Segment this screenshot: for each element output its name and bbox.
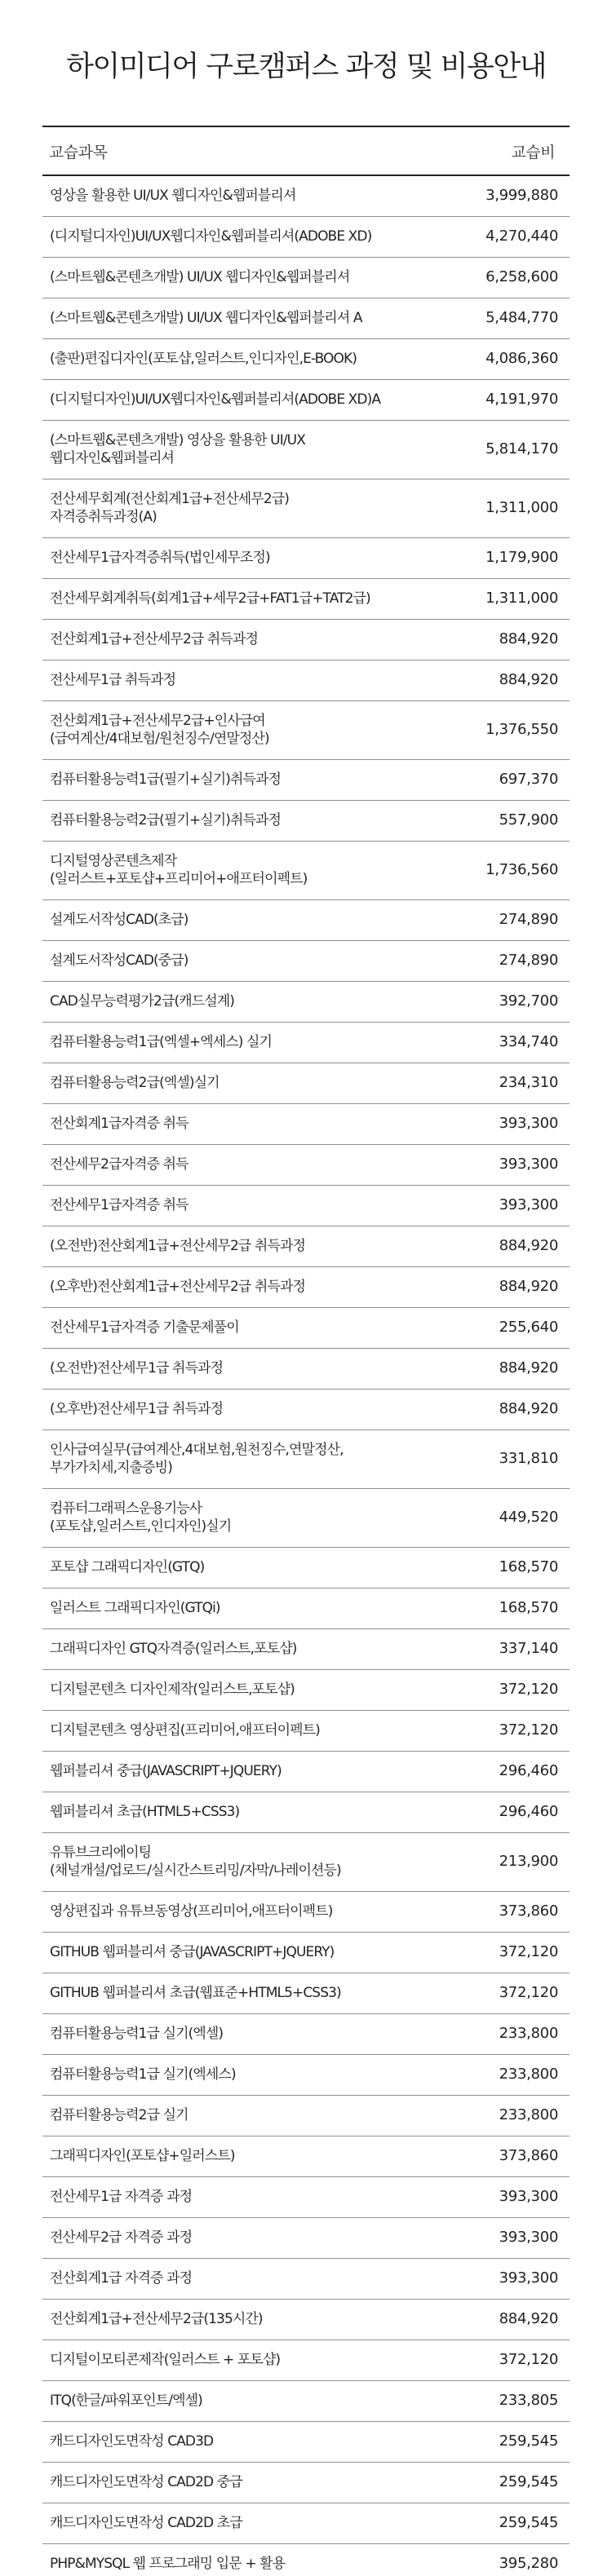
course-name-cell: ITQ(한글/파워포인트/엑셀) [42,2380,450,2421]
course-name-cell: 컴퓨터활용능력2급 실기 [42,2095,450,2136]
table-row [42,1185,570,1226]
course-name-cell: GITHUB 웹퍼블리셔 중급(JAVASCRIPT+JQUERY) [42,1932,450,1973]
course-name-cell: (스마트웹&콘텐츠개발) UI/UX 웹디자인&웹퍼블리셔 [42,257,450,298]
table-row [42,1063,570,1103]
table-row [42,700,570,759]
table-row [42,981,570,1022]
course-price-cell: 296,460 [450,1751,570,1792]
course-name-cell: 전산세무1급자격증 취득 [42,1185,450,1226]
course-name-cell: 캐드디자인도면작성 CAD2D 초급 [42,2503,450,2543]
table-row [42,2421,570,2462]
table-row [42,2543,570,2576]
course-name-cell: GITHUB 웹퍼블리셔 초급(웹표준+HTML5+CSS3) [42,1973,450,2013]
course-price-cell: 393,300 [450,2258,570,2299]
course-name-cell: (출판)편집디자인(포토샵,일러스트,인디자인,E-BOOK) [42,338,450,379]
course-price-cell: 1,736,560 [450,841,570,899]
course-name-cell: 웹퍼블리셔 중급(JAVASCRIPT+JQUERY) [42,1751,450,1792]
table-row [42,379,570,420]
course-price-cell: 5,814,170 [450,420,570,479]
table-row [42,2258,570,2299]
course-price-cell: 1,311,000 [450,479,570,537]
course-name-cell: 전산세무회계취득(회계1급+세무2급+FAT1급+TAT2급) [42,578,450,619]
course-price-cell: 393,300 [450,1144,570,1185]
course-price-cell: 884,920 [450,1226,570,1266]
course-name-cell: PHP&MYSQL 웹 프로그래밍 입문 + 활용 [42,2543,450,2576]
course-name-cell: 그래픽디자인 GTQ자격증(일러스트,포토샵) [42,1628,450,1669]
course-price-cell: 233,800 [450,2095,570,2136]
course-name-cell: 디지털영상콘텐츠제작 (일러스트+포토샵+프리미어+애프터이펙트) [42,841,450,899]
table-row [42,2013,570,2054]
course-name-cell: 전산세무회계(전산회계1급+전산세무2급) 자격증취득과정(A) [42,479,450,537]
course-price-cell: 4,270,440 [450,216,570,257]
course-price-cell: 4,191,970 [450,379,570,420]
table-row [42,1792,570,1832]
table-row [42,2340,570,2380]
course-price-cell: 393,300 [450,2176,570,2217]
course-price-cell: 259,545 [450,2462,570,2503]
course-name-cell: 설계도서작성CAD(초급) [42,899,450,940]
table-row [42,1226,570,1266]
course-price-cell: 1,311,000 [450,578,570,619]
course-price-cell: 392,700 [450,981,570,1022]
table-row [42,1307,570,1348]
table-header [42,126,570,175]
course-price-cell: 884,920 [450,1266,570,1307]
table-row [42,841,570,899]
course-name-cell: 컴퓨터그래픽스운용기능사 (포토샵,일러스트,인디자인)실기 [42,1488,450,1547]
table-row [42,420,570,479]
table-body [42,175,570,2576]
course-name-cell: 컴퓨터활용능력2급(엑셀)실기 [42,1063,450,1103]
course-price-cell: 884,920 [450,1348,570,1389]
table-row [42,2299,570,2340]
course-price-cell: 233,800 [450,2013,570,2054]
course-price-cell: 168,570 [450,1588,570,1628]
table-row [42,1891,570,1932]
course-price-cell: 373,860 [450,2136,570,2176]
table-row [42,660,570,700]
course-name-cell: 디지털콘텐츠 영상편집(프리미어,애프터이펙트) [42,1710,450,1751]
table-row [42,2217,570,2258]
table-row [42,1973,570,2013]
course-name-cell: 컴퓨터활용능력1급(필기+실기)취득과정 [42,759,450,800]
table-row [42,1932,570,1973]
table-row [42,2462,570,2503]
course-name-cell: 영상을 활용한 UI/UX 웹디자인&웹퍼블리셔 [42,175,450,216]
course-name-cell: (스마트웹&콘텐츠개발) 영상을 활용한 UI/UX 웹디자인&웹퍼블리셔 [42,420,450,479]
course-price-cell: 449,520 [450,1488,570,1547]
course-name-cell: (스마트웹&콘텐츠개발) UI/UX 웹디자인&웹퍼블리셔 A [42,298,450,338]
course-name-cell: 인사급여실무(급여계산,4대보험,원천징수,연말정산, 부가가치세,지출증빙) [42,1429,450,1488]
table-row [42,2380,570,2421]
table-row [42,175,570,216]
table-row [42,1588,570,1628]
course-price-cell: 372,120 [450,2340,570,2380]
course-price-cell: 6,258,600 [450,257,570,298]
table-row [42,479,570,537]
course-name-cell: 일러스트 그래픽디자인(GTQi) [42,1588,450,1628]
table-row [42,1547,570,1588]
course-price-cell: 337,140 [450,1628,570,1669]
course-price-cell: 234,310 [450,1063,570,1103]
table-row [42,1751,570,1792]
course-name-cell: 전산세무1급 자격증 과정 [42,2176,450,2217]
course-price-cell: 697,370 [450,759,570,800]
table-row [42,1710,570,1751]
course-price-cell: 884,920 [450,619,570,660]
course-price-cell: 274,890 [450,899,570,940]
course-name-cell: 디지털콘텐츠 디자인제작(일러스트,포토샵) [42,1669,450,1710]
table-row [42,899,570,940]
course-name-cell: 전산세무2급자격증 취득 [42,1144,450,1185]
table-row [42,1266,570,1307]
course-price-cell: 3,999,880 [450,175,570,216]
course-price-cell: 5,484,770 [450,298,570,338]
table-row [42,1832,570,1891]
course-price-cell: 372,120 [450,1669,570,1710]
table-row [42,1022,570,1063]
table-row [42,759,570,800]
course-name-cell: (오전반)전산세무1급 취득과정 [42,1348,450,1389]
table-row [42,1429,570,1488]
course-price-cell: 274,890 [450,940,570,981]
course-price-cell: 395,280 [450,2543,570,2576]
price-column-header: 교습비 [450,126,570,175]
course-price-cell: 372,120 [450,1932,570,1973]
table-row [42,2176,570,2217]
course-price-cell: 259,545 [450,2421,570,2462]
table-row [42,2503,570,2543]
course-name-cell: 전산회계1급자격증 취득 [42,1103,450,1144]
course-name-cell: 컴퓨터활용능력2급(필기+실기)취득과정 [42,800,450,841]
course-price-cell: 393,300 [450,2217,570,2258]
course-price-cell: 393,300 [450,1103,570,1144]
course-price-cell: 334,740 [450,1022,570,1063]
table-row [42,257,570,298]
course-name-cell: 전산회계1급 자격증 과정 [42,2258,450,2299]
course-name-cell: 유튜브크리에이팅 (채널개설/업로드/실시간스트리밍/자막/나레이션등) [42,1832,450,1891]
course-name-cell: 캐드디자인도면작성 CAD3D [42,2421,450,2462]
course-price-cell: 884,920 [450,2299,570,2340]
table-row [42,1103,570,1144]
course-column-header: 교습과목 [42,126,450,175]
course-name-cell: 컴퓨터활용능력1급 실기(엑셀) [42,2013,450,2054]
table-row [42,537,570,578]
course-price-cell: 4,086,360 [450,338,570,379]
table-row [42,1389,570,1429]
table-row [42,800,570,841]
course-price-cell: 259,545 [450,2503,570,2543]
course-name-cell: 포토샵 그래픽디자인(GTQ) [42,1547,450,1588]
table-row [42,619,570,660]
course-price-cell: 372,120 [450,1710,570,1751]
table-row [42,1669,570,1710]
course-name-cell: CAD실무능력평가2급(캐드설계) [42,981,450,1022]
course-name-cell: 웹퍼블리셔 초급(HTML5+CSS3) [42,1792,450,1832]
course-name-cell: 그래픽디자인(포토샵+일러스트) [42,2136,450,2176]
course-name-cell: (오후반)전산회계1급+전산세무2급 취득과정 [42,1266,450,1307]
course-name-cell: 캐드디자인도면작성 CAD2D 중급 [42,2462,450,2503]
course-name-cell: (오후반)전산세무1급 취득과정 [42,1389,450,1429]
course-price-cell: 296,460 [450,1792,570,1832]
course-price-cell: 373,860 [450,1891,570,1932]
header-row [42,126,570,175]
course-price-cell: 331,810 [450,1429,570,1488]
course-name-cell: 영상편집과 유튜브동영상(프리미어,애프터이펙트) [42,1891,450,1932]
course-price-cell: 255,640 [450,1307,570,1348]
course-name-cell: 디지털이모티콘제작(일러스트 + 포토샵) [42,2340,450,2380]
table-row [42,940,570,981]
table-row [42,338,570,379]
course-name-cell: 컴퓨터활용능력1급 실기(엑세스) [42,2054,450,2095]
course-price-cell: 213,900 [450,1832,570,1891]
course-name-cell: 전산세무1급자격증취득(법인세무조정) [42,537,450,578]
course-name-cell: 전산회계1급+전산세무2급 취득과정 [42,619,450,660]
course-price-cell: 233,805 [450,2380,570,2421]
course-name-cell: 컴퓨터활용능력1급(엑셀+엑세스) 실기 [42,1022,450,1063]
course-name-cell: (오전반)전산회계1급+전산세무2급 취득과정 [42,1226,450,1266]
table-row [42,2054,570,2095]
course-price-cell: 372,120 [450,1973,570,2013]
table-row [42,216,570,257]
table-row [42,2095,570,2136]
course-name-cell: (디지털디자인)UI/UX웹디자인&웹퍼블리셔(ADOBE XD)A [42,379,450,420]
course-price-table [42,126,570,2576]
course-name-cell: 전산세무1급자격증 기출문제풀이 [42,1307,450,1348]
course-price-cell: 884,920 [450,660,570,700]
table-row [42,1348,570,1389]
course-price-cell: 557,900 [450,800,570,841]
course-name-cell: 설계도서작성CAD(중급) [42,940,450,981]
page-title: 하이미디어 구로캠퍼스 과정 및 비용안내 [66,51,546,83]
course-price-cell: 233,800 [450,2054,570,2095]
course-name-cell: 전산세무1급 취득과정 [42,660,450,700]
table-row [42,298,570,338]
table-row [42,2136,570,2176]
table-row [42,578,570,619]
course-name-cell: (디지털디자인)UI/UX웹디자인&웹퍼블리셔(ADOBE XD) [42,216,450,257]
table-row [42,1144,570,1185]
course-price-cell: 168,570 [450,1547,570,1588]
course-price-cell: 884,920 [450,1389,570,1429]
table-row [42,1488,570,1547]
course-name-cell: 전산회계1급+전산세무2급(135시간) [42,2299,450,2340]
course-price-cell: 393,300 [450,1185,570,1226]
course-name-cell: 전산회계1급+전산세무2급+인사급여 (급여계산/4대보험/원천징수/연말정산) [42,700,450,759]
course-price-cell: 1,376,550 [450,700,570,759]
course-name-cell: 전산세무2급 자격증 과정 [42,2217,450,2258]
table-row [42,1628,570,1669]
course-price-cell: 1,179,900 [450,537,570,578]
